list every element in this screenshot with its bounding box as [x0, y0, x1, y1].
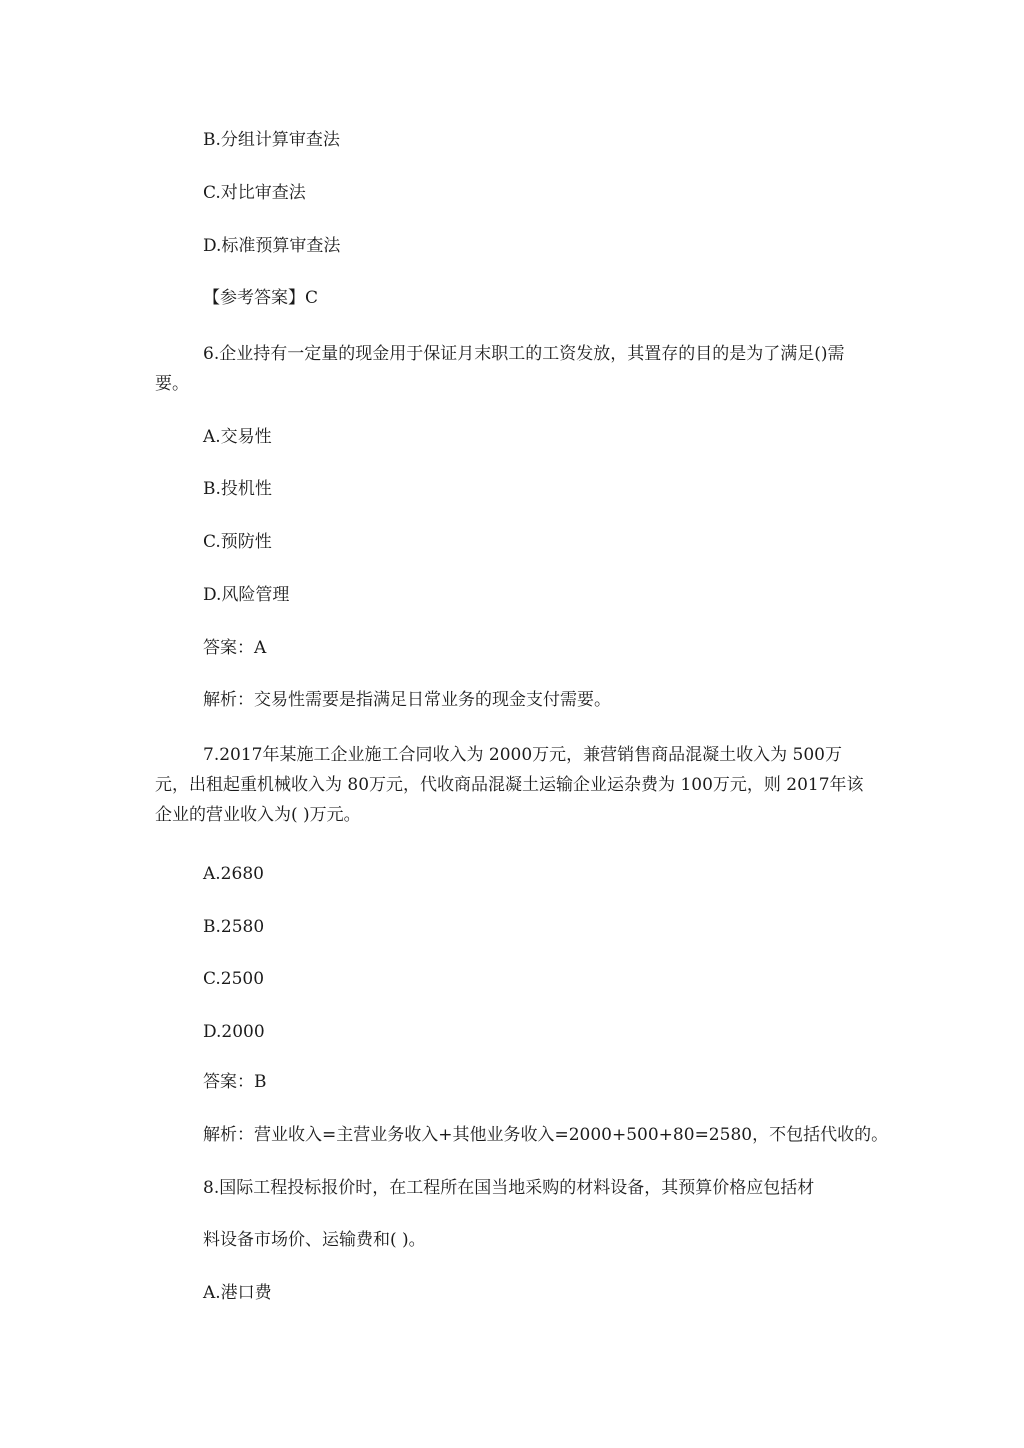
q8-question-line2: 料设备市场价、运输费和( )。 — [203, 1230, 426, 1250]
q8-question-line1: 8.国际工程投标报价时，在工程所在国当地采购的材料设备，其预算价格应包括材 — [203, 1178, 815, 1198]
q7-option-a: A.2680 — [203, 864, 264, 884]
q5-option-b: B.分组计算审查法 — [203, 130, 340, 150]
q6-option-d: D.风险管理 — [203, 585, 290, 605]
q7-option-b: B.2580 — [203, 917, 265, 937]
q6-option-a: A.交易性 — [203, 427, 272, 447]
q8-option-a: A.港口费 — [203, 1283, 272, 1303]
q6-option-b: B.投机性 — [203, 479, 272, 499]
q7-option-d: D.2000 — [203, 1022, 265, 1042]
q6-answer: 答案：A — [203, 638, 267, 658]
q5-answer: 【参考答案】C — [203, 288, 319, 308]
q7-option-c: C.2500 — [203, 969, 265, 989]
q6-question: 6.企业持有一定量的现金用于保证月末职工的工资发放，其置存的目的是为了满足()需要。 — [155, 344, 845, 394]
q5-option-d: D.标准预算审查法 — [203, 236, 341, 256]
q6-option-c: C.预防性 — [203, 532, 272, 552]
q7-question: 7.2017年某施工企业施工合同收入为 2000万元，兼营销售商品混凝土收入为 500万元，出租起重机械收入为 80万元，代收商品混凝土运输企业运杂费为 100万元，则 2017年该企业的营业收入为( )万元。 — [155, 745, 864, 825]
q7-answer: 答案：B — [203, 1072, 267, 1092]
q5-option-c: C.对比审查法 — [203, 183, 306, 203]
q7-explanation: 解析：营业收入=主营业务收入+其他业务收入=2000+500+80=2580，不包括代收的。 — [203, 1125, 889, 1145]
q6-explanation: 解析：交易性需要是指满足日常业务的现金支付需要。 — [203, 690, 611, 710]
